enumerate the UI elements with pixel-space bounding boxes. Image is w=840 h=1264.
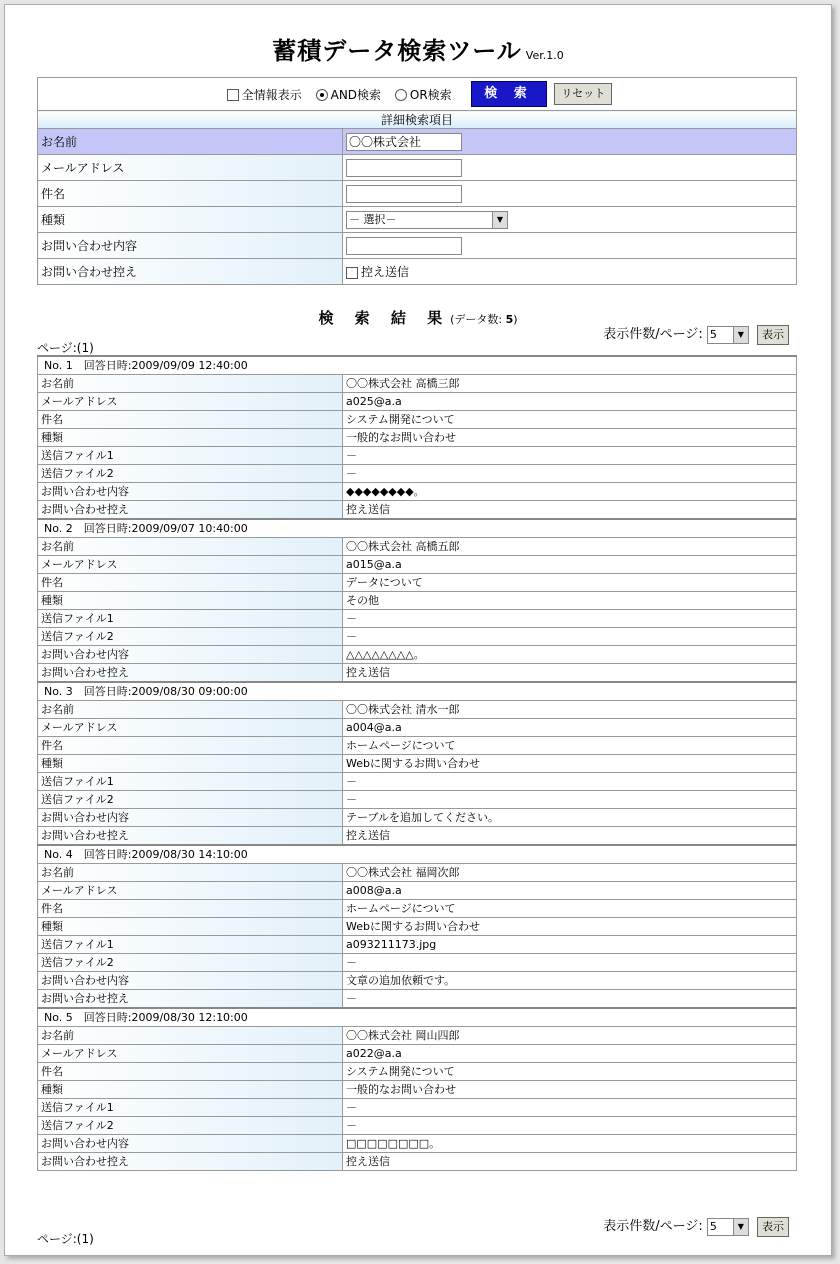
record-header-row — [38, 519, 797, 538]
field-value: 〇〇株式会社 岡山四郎 — [343, 1027, 797, 1045]
record-header-row — [38, 845, 797, 864]
field-value: － — [343, 1099, 797, 1117]
search-options — [38, 78, 797, 111]
table-row — [38, 882, 797, 900]
table-row — [38, 1081, 797, 1099]
and-label: AND検索 — [330, 87, 382, 102]
field-value: Webに関するお問い合わせ — [343, 918, 797, 936]
and-option[interactable] — [316, 88, 381, 102]
table-row — [38, 501, 797, 520]
subject-field-label: 件名 — [38, 181, 343, 207]
field-label: お問い合わせ内容 — [38, 646, 343, 664]
table-row — [38, 936, 797, 954]
chevron-down-icon: ▼ — [492, 212, 507, 228]
field-label: お名前 — [38, 701, 343, 719]
field-value: a004@a.a — [343, 719, 797, 737]
field-label: お名前 — [38, 864, 343, 882]
field-value: テーブルを追加してください。 — [343, 809, 797, 827]
table-row — [38, 429, 797, 447]
table-row — [38, 737, 797, 755]
field-value: その他 — [343, 592, 797, 610]
field-value: a093211173.jpg — [343, 936, 797, 954]
page-title — [5, 31, 831, 66]
field-label: 送信ファイル2 — [38, 1117, 343, 1135]
field-value: 〇〇株式会社 福岡次郎 — [343, 864, 797, 882]
field-label: お名前 — [38, 1027, 343, 1045]
field-value: ホームページについて — [343, 900, 797, 918]
field-label: お問い合わせ内容 — [38, 809, 343, 827]
table-row — [38, 918, 797, 936]
field-label: メールアドレス — [38, 556, 343, 574]
table-row — [38, 1099, 797, 1117]
field-value: システム開発について — [343, 411, 797, 429]
table-row — [38, 1153, 797, 1171]
or-radio[interactable] — [395, 89, 407, 101]
per-page-select[interactable] — [707, 1218, 749, 1236]
field-label: お問い合わせ内容 — [38, 483, 343, 501]
table-row — [38, 827, 797, 846]
all-info-label: 全情報表示 — [241, 87, 302, 102]
record-header: No. 2 回答日時:2009/09/07 10:40:00 — [38, 519, 797, 538]
name-field-cell — [343, 129, 797, 155]
name-field-label: お名前 — [38, 129, 343, 155]
page-indicator-top: ページ:(1) — [37, 341, 94, 355]
per-page-select[interactable] — [707, 326, 749, 344]
field-label: 件名 — [38, 900, 343, 918]
field-value: － — [343, 1117, 797, 1135]
table-row — [38, 719, 797, 737]
table-row — [38, 465, 797, 483]
table-row — [38, 773, 797, 791]
field-value: － — [343, 610, 797, 628]
field-value: － — [343, 447, 797, 465]
results-title: 検 索 結 果 — [318, 309, 451, 327]
field-label: 送信ファイル2 — [38, 628, 343, 646]
table-row — [38, 664, 797, 683]
field-value: 一般的なお問い合わせ — [343, 429, 797, 447]
field-value: 控え送信 — [343, 827, 797, 846]
table-row — [38, 646, 797, 664]
field-value: △△△△△△△△。 — [343, 646, 797, 664]
type-field-cell — [343, 207, 797, 233]
field-label: 送信ファイル1 — [38, 1099, 343, 1117]
subject-input[interactable] — [346, 185, 462, 203]
page-indicator-bottom: ページ:(1) — [37, 1232, 94, 1246]
field-value: － — [343, 954, 797, 972]
record-header: No. 3 回答日時:2009/08/30 09:00:00 — [38, 682, 797, 701]
detail-search-header: 詳細検索項目 — [38, 111, 797, 129]
field-value: a008@a.a — [343, 882, 797, 900]
table-row — [38, 538, 797, 556]
page-frame — [4, 4, 832, 1256]
field-label: 件名 — [38, 411, 343, 429]
record-header-row — [38, 682, 797, 701]
field-value: 控え送信 — [343, 664, 797, 683]
table-row — [38, 701, 797, 719]
field-value: 〇〇株式会社 高橋三郎 — [343, 375, 797, 393]
results-table — [37, 355, 797, 1171]
field-value: a015@a.a — [343, 556, 797, 574]
type-select-value: － 選択－ — [349, 212, 397, 226]
count-value: 5 — [505, 313, 514, 326]
table-row — [38, 556, 797, 574]
field-value: □□□□□□□□。 — [343, 1135, 797, 1153]
table-row — [38, 809, 797, 827]
field-label: 種類 — [38, 592, 343, 610]
table-row — [38, 447, 797, 465]
field-value: Webに関するお問い合わせ — [343, 755, 797, 773]
field-label: お問い合わせ控え — [38, 501, 343, 520]
field-label: お名前 — [38, 375, 343, 393]
table-row — [38, 592, 797, 610]
field-label: 種類 — [38, 755, 343, 773]
or-option[interactable] — [395, 88, 452, 102]
field-value: データについて — [343, 574, 797, 592]
table-row — [38, 574, 797, 592]
results-count — [450, 313, 517, 326]
field-value: 〇〇株式会社 高橋五郎 — [343, 538, 797, 556]
field-value: － — [343, 990, 797, 1009]
field-value: システム開発について — [343, 1063, 797, 1081]
table-row — [38, 375, 797, 393]
field-label: 送信ファイル2 — [38, 791, 343, 809]
copy-field-label: お問い合わせ控え — [38, 259, 343, 285]
field-label: 件名 — [38, 574, 343, 592]
email-field-cell — [343, 155, 797, 181]
table-row — [38, 1045, 797, 1063]
field-value: － — [343, 791, 797, 809]
field-value: ◆◆◆◆◆◆◆◆。 — [343, 483, 797, 501]
field-label: 種類 — [38, 1081, 343, 1099]
table-row — [38, 755, 797, 773]
type-field-label: 種類 — [38, 207, 343, 233]
field-value: 控え送信 — [343, 501, 797, 520]
table-row — [38, 411, 797, 429]
table-row — [38, 1117, 797, 1135]
chevron-down-icon: ▼ — [733, 1219, 748, 1235]
content-field-label: お問い合わせ内容 — [38, 233, 343, 259]
search-form — [37, 77, 797, 285]
field-label: お問い合わせ内容 — [38, 972, 343, 990]
field-label: 種類 — [38, 429, 343, 447]
field-label: メールアドレス — [38, 393, 343, 411]
per-page-value: 5 — [709, 327, 717, 341]
copy-send-label: 控え送信 — [361, 265, 410, 279]
table-row — [38, 1135, 797, 1153]
table-row — [38, 1027, 797, 1045]
field-label: 件名 — [38, 737, 343, 755]
field-label: お問い合わせ控え — [38, 990, 343, 1009]
field-label: メールアドレス — [38, 719, 343, 737]
show-button[interactable]: 表示 — [757, 325, 789, 345]
all-info-checkbox[interactable] — [227, 89, 239, 101]
field-label: 送信ファイル2 — [38, 954, 343, 972]
field-label: お問い合わせ控え — [38, 1153, 343, 1171]
record-header: No. 1 回答日時:2009/09/09 12:40:00 — [38, 356, 797, 375]
subject-field-cell — [343, 181, 797, 207]
table-row — [38, 610, 797, 628]
email-input[interactable] — [346, 159, 462, 177]
table-row — [38, 1063, 797, 1081]
field-label: お問い合わせ内容 — [38, 1135, 343, 1153]
field-value: － — [343, 773, 797, 791]
and-radio[interactable] — [316, 89, 328, 101]
table-row — [38, 628, 797, 646]
field-value: 控え送信 — [343, 1153, 797, 1171]
field-label: 送信ファイル2 — [38, 465, 343, 483]
field-value: 文章の追加依頼です。 — [343, 972, 797, 990]
all-info-option[interactable] — [227, 88, 302, 102]
table-row — [38, 483, 797, 501]
per-page-label: 表示件数/ページ: — [603, 1219, 703, 1234]
title-text: 蓄積データ検索ツール — [272, 37, 522, 65]
show-button[interactable]: 表示 — [757, 1217, 789, 1237]
record-header: No. 4 回答日時:2009/08/30 14:10:00 — [38, 845, 797, 864]
field-value: a022@a.a — [343, 1045, 797, 1063]
content-input[interactable] — [346, 237, 462, 255]
field-label: 送信ファイル1 — [38, 773, 343, 791]
field-value: 〇〇株式会社 清水一郎 — [343, 701, 797, 719]
record-header-row — [38, 1008, 797, 1027]
field-value: － — [343, 465, 797, 483]
table-row — [38, 972, 797, 990]
copy-send-option[interactable] — [346, 265, 409, 279]
table-row — [38, 900, 797, 918]
table-row — [38, 791, 797, 809]
table-row — [38, 864, 797, 882]
field-label: 送信ファイル1 — [38, 447, 343, 465]
field-value: － — [343, 628, 797, 646]
search-button[interactable]: 検 索 — [471, 81, 547, 107]
field-label: 送信ファイル1 — [38, 610, 343, 628]
field-label: 件名 — [38, 1063, 343, 1081]
field-label: 種類 — [38, 918, 343, 936]
reset-button[interactable]: リセット — [554, 83, 612, 105]
count-prefix: (データ数: — [450, 313, 506, 326]
table-row — [38, 954, 797, 972]
field-value: a025@a.a — [343, 393, 797, 411]
per-page-label: 表示件数/ページ: — [603, 327, 703, 342]
name-input[interactable]: 〇〇株式会社 — [346, 133, 462, 151]
version-text: Ver.1.0 — [525, 49, 564, 62]
count-suffix: ) — [513, 313, 518, 326]
field-label: お名前 — [38, 538, 343, 556]
field-label: メールアドレス — [38, 882, 343, 900]
copy-field-cell — [343, 259, 797, 285]
per-page-control-bottom — [603, 1215, 789, 1237]
copy-send-checkbox[interactable] — [346, 267, 358, 279]
per-page-control-top — [603, 323, 789, 345]
per-page-value: 5 — [709, 1219, 717, 1233]
field-label: メールアドレス — [38, 1045, 343, 1063]
field-value: 一般的なお問い合わせ — [343, 1081, 797, 1099]
field-label: 送信ファイル1 — [38, 936, 343, 954]
type-select[interactable] — [346, 211, 508, 229]
record-header-row — [38, 356, 797, 375]
field-label: お問い合わせ控え — [38, 827, 343, 846]
or-label: OR検索 — [409, 87, 452, 102]
table-row — [38, 990, 797, 1009]
field-label: お問い合わせ控え — [38, 664, 343, 683]
content-field-cell — [343, 233, 797, 259]
table-row — [38, 393, 797, 411]
chevron-down-icon: ▼ — [733, 327, 748, 343]
email-field-label: メールアドレス — [38, 155, 343, 181]
field-value: ホームページについて — [343, 737, 797, 755]
record-header: No. 5 回答日時:2009/08/30 12:10:00 — [38, 1008, 797, 1027]
